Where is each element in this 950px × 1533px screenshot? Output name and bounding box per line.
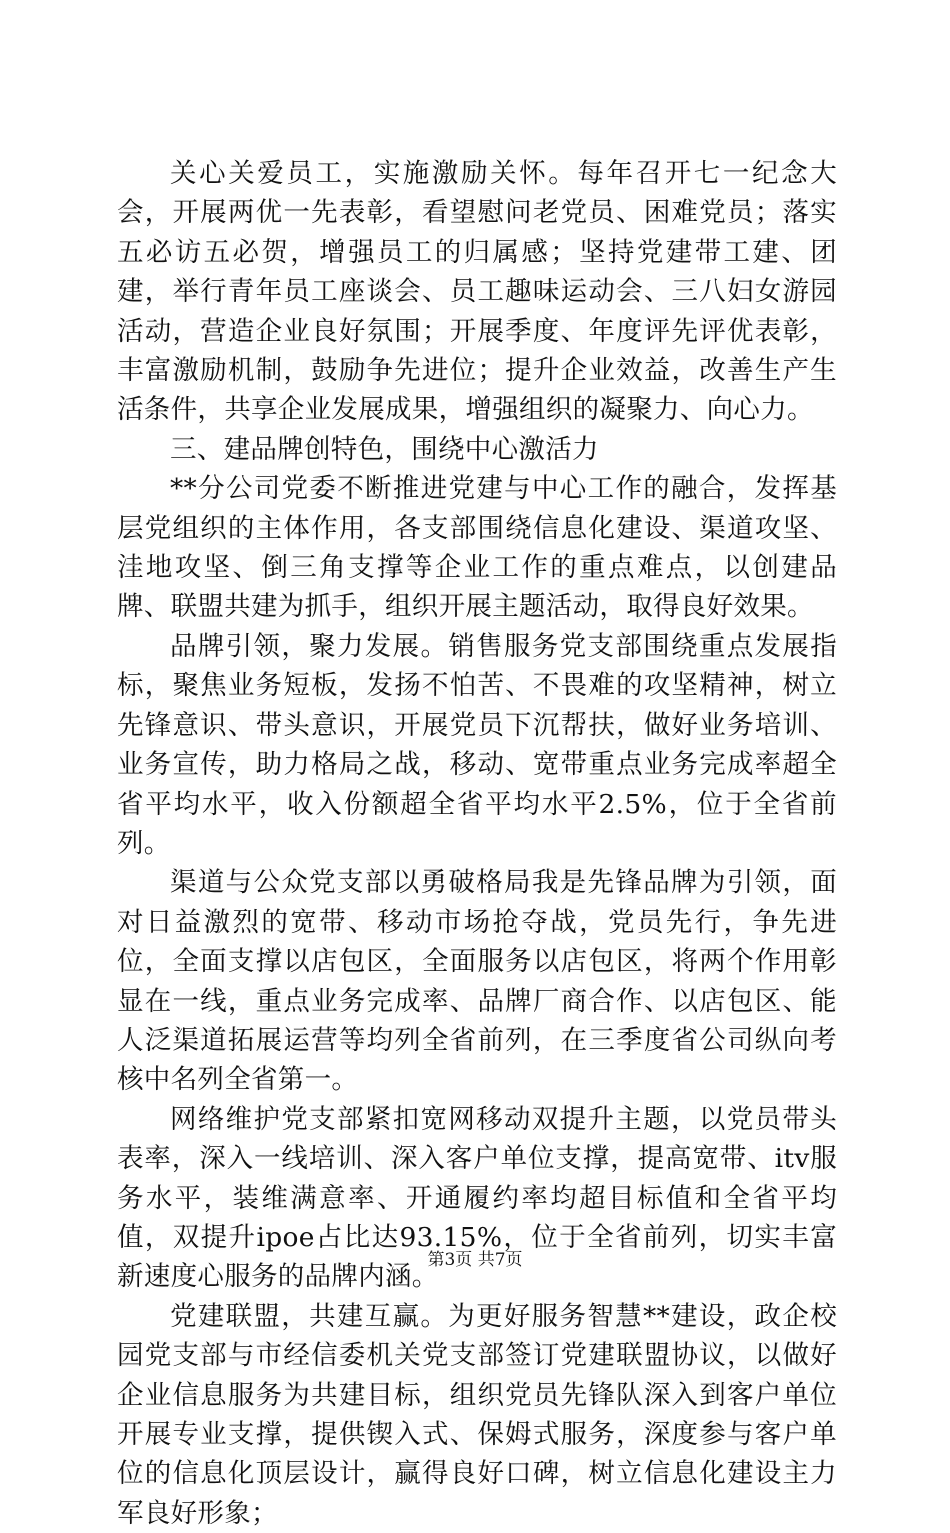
paragraph-party-alliance: 党建联盟，共建互赢。为更好服务智慧**建设，政企校园党支部与市经信委机关党支部签订党建联盟协议，以做好企业信息服务为共建目标，组织党员先锋队深入到客户单位开展专业支撑，提供锲入式、保姆式服务，深度参与客户单位的信息化顶层设计，赢得良好口碑，树立信息化建设主力军良好形象； — [117, 1300, 837, 1529]
section-heading-three: 三、建品牌创特色，围绕中心激活力 — [170, 433, 599, 465]
paragraph-party-committee: **分公司党委不断推进党建与中心工作的融合，发挥基层党组织的主体作用，各支部围绕信息化建设、渠道攻坚、洼地攻坚、倒三角支撑等企业工作的重点难点，以创建品牌、联盟共建为抓手，组织开展主题活动，取得良好效果。 — [117, 473, 837, 623]
paragraph-brand-leading: 品牌引领，聚力发展。销售服务党支部围绕重点发展指标，聚焦业务短板，发扬不怕苦、不畏难的攻坚精神，树立先锋意识、带头意识，开展党员下沉帮扶，做好业务培训、业务宣传，助力格局之战，移动、宽带重点业务完成率超全省平均水平，收入份额超全省平均水平2.5%，位于全省前列。 — [117, 630, 837, 859]
paragraph-channel-branch: 渠道与公众党支部以勇破格局我是先锋品牌为引领，面对日益激烈的宽带、移动市场抢夺战，党员先行，争先进位，全面支撑以店包区，全面服务以店包区，将两个作用彰显在一线，重点业务完成率、品牌厂商合作、以店包区、能人泛渠道拓展运营等均列全省前列，在三季度省公司纵向考核中名列全省第一。 — [117, 867, 837, 1096]
paragraph-network-branch: 网络维护党支部紧扣宽网移动双提升主题，以党员带头表率，深入一线培训、深入客户单位支撑，提高宽带、itv服务水平，装维满意率、开通履约率均超目标值和全省平均值，双提升ipoe占比达93.15%，位于全省前列，切实丰富新速度心服务的品牌内涵。 — [117, 1103, 837, 1293]
document-body — [117, 154, 837, 1533]
paragraph-care-for-staff: 关心关爱员工，实施激励关怀。每年召开七一纪念大会，开展两优一先表彰，看望慰问老党员、困难党员；落实五必访五必贺，增强员工的归属感；坚持党建带工建、团建，举行青年员工座谈会、员工趣味运动会、三八妇女游园活动，营造企业良好氛围；开展季度、年度评先评优表彰，丰富激励机制，鼓励争先进位；提升企业效益，改善生产生活条件，共享企业发展成果，增强组织的凝聚力、向心力。 — [117, 158, 837, 426]
page-number-footer: 第3页 共7页 — [427, 1250, 523, 1270]
